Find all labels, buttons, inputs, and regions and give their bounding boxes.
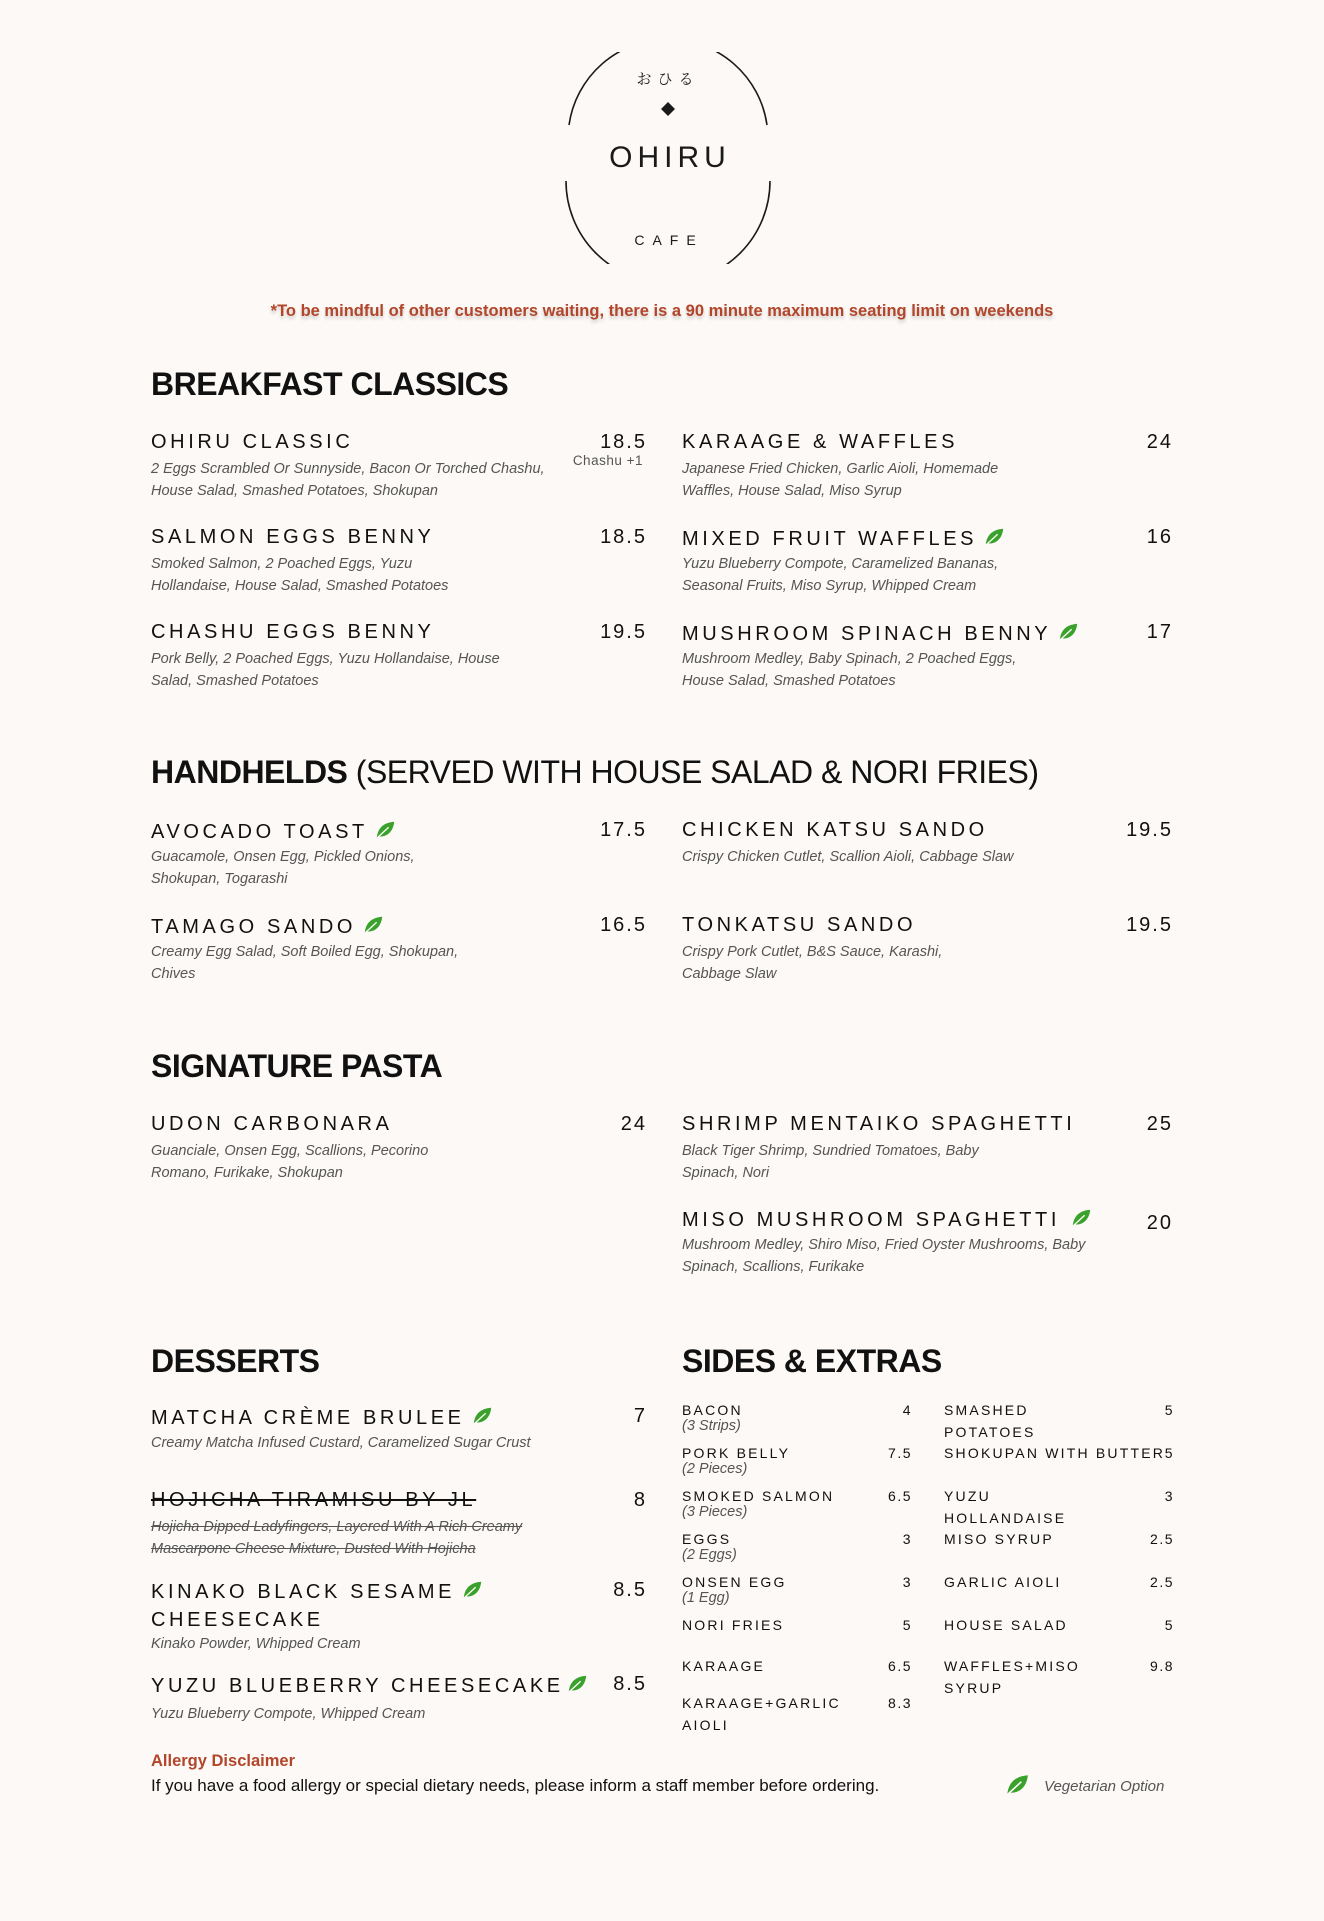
side-price: 5: [1164, 1402, 1174, 1418]
side-price: 3: [902, 1574, 912, 1590]
item-price: 24: [620, 1113, 647, 1135]
item-price: 8: [633, 1489, 647, 1511]
side-name: GARLIC AIOLI: [944, 1574, 1062, 1590]
side-item: [944, 1399, 1174, 1440]
leaf-icon: [566, 1673, 588, 1695]
item-name-text: KINAKO BLACK SESAME: [151, 1581, 456, 1603]
item-name: [151, 819, 396, 843]
item-description: Yuzu Blueberry Compote, Caramelized Bananas, Seasonal Fruits, Miso Syrup, Whipped Cream: [682, 556, 999, 594]
side-price: 6.5: [888, 1658, 912, 1674]
side-item: [944, 1442, 1174, 1466]
item-description: Creamy Matcha Infused Custard, Caramelized Sugar Crust: [151, 1435, 531, 1451]
side-name: KARAAGE+GARLIC AIOLI: [682, 1695, 841, 1733]
section-title-desserts: DESSERTS: [151, 1343, 320, 1379]
leaf-icon: [374, 819, 396, 841]
item-description: Crispy Chicken Cutlet, Scallion Aioli, Cabbage Slaw: [682, 849, 1014, 865]
side-item: [682, 1655, 912, 1679]
side-price: 2.5: [1150, 1574, 1174, 1590]
side-note: (3 Pieces): [682, 1504, 748, 1520]
side-price: 6.5: [888, 1488, 912, 1504]
item-name-text: YUZU BLUEBERRY CHEESECAKE: [151, 1675, 564, 1697]
side-name: SHOKUPAN WITH BUTTER: [944, 1445, 1166, 1461]
side-item: [944, 1655, 1174, 1699]
side-name: HOUSE SALAD: [944, 1617, 1068, 1633]
item-description: Crispy Pork Cutlet, B&S Sauce, Karashi, Cabbage Slaw: [682, 944, 943, 982]
leaf-icon: [1004, 1772, 1030, 1798]
side-price: 5: [1164, 1617, 1174, 1633]
item-name: OHIRU CLASSIC: [151, 431, 354, 453]
item-price: 19.5: [600, 621, 647, 643]
menu-item: [151, 431, 645, 511]
item-name-text: MIXED FRUIT WAFFLES: [682, 528, 978, 550]
item-name: [682, 621, 1079, 645]
section-title-pasta: SIGNATURE PASTA: [151, 1048, 443, 1084]
item-name-line2: CHEESECAKE: [151, 1609, 324, 1631]
side-name: MISO SYRUP: [944, 1531, 1054, 1547]
allergy-text: If you have a food allergy or special dietary needs, please inform a staff member before ordering.: [151, 1776, 880, 1795]
item-description: Kinako Powder, Whipped Cream: [151, 1636, 361, 1652]
menu-item-unavailable: [151, 1489, 645, 1569]
side-item: [944, 1528, 1174, 1552]
item-price: 8.5: [613, 1579, 647, 1601]
item-description: Black Tiger Shrimp, Sundried Tomatoes, Baby Spinach, Nori: [682, 1143, 979, 1181]
cafe-logo: [562, 52, 774, 264]
item-name: HOJICHA TIRAMISU BY JL: [151, 1489, 477, 1511]
item-price: 19.5: [1126, 914, 1173, 936]
item-price: 16.5: [600, 914, 647, 936]
menu-item: [151, 621, 645, 701]
side-item: [682, 1614, 912, 1638]
item-name: UDON CARBONARA: [151, 1113, 393, 1135]
menu-item: [151, 1405, 645, 1485]
item-description: Hojicha Dipped Ladyfingers, Layered With A Rich Creamy Mascarpone Cheese Mixture, Dusted With Hojicha: [151, 1519, 523, 1557]
side-note: (2 Pieces): [682, 1461, 748, 1477]
menu-item: [151, 914, 645, 994]
item-name-text: MATCHA CRÈME BRULEE: [151, 1407, 465, 1429]
legend-label: Vegetarian Option: [1044, 1778, 1165, 1795]
side-name: SMOKED SALMON: [682, 1488, 835, 1504]
side-item: [682, 1399, 912, 1439]
item-description: Guacamole, Onsen Egg, Pickled Onions, Shokupan, Togarashi: [151, 849, 415, 887]
item-price: 24: [1146, 431, 1173, 453]
menu-item: [682, 621, 1173, 701]
leaf-icon: [362, 914, 384, 936]
vegetarian-legend: [1004, 1772, 1164, 1798]
menu-item: [151, 1673, 645, 1753]
side-item: [682, 1571, 912, 1611]
item-description: Guanciale, Onsen Egg, Scallions, Pecorino Romano, Furikake, Shokupan: [151, 1143, 429, 1181]
item-price: 7: [633, 1405, 647, 1427]
item-name: [682, 526, 1005, 550]
diamond-icon: [661, 102, 675, 116]
item-price: 20: [1146, 1212, 1173, 1234]
menu-item: [151, 819, 645, 899]
side-name: BACON: [682, 1402, 743, 1418]
menu-item: [682, 1207, 1173, 1287]
menu-item: [682, 914, 1173, 994]
logo-japanese: おひる: [636, 70, 700, 88]
item-name-text: AVOCADO TOAST: [151, 821, 368, 843]
side-name: NORI FRIES: [682, 1617, 785, 1633]
item-description: Mushroom Medley, Baby Spinach, 2 Poached Eggs, House Salad, Smashed Potatoes: [682, 651, 1017, 689]
leaf-icon: [461, 1579, 483, 1601]
item-price: 17.5: [600, 819, 647, 841]
item-price: 17: [1146, 621, 1173, 643]
item-name: CHICKEN KATSU SANDO: [682, 819, 988, 841]
menu-item: [682, 819, 1173, 899]
menu-item: [682, 431, 1173, 511]
side-name: KARAAGE: [682, 1658, 766, 1674]
item-price: 25: [1146, 1113, 1173, 1135]
logo-name: OHIRU: [609, 141, 731, 174]
section-subtitle: (SERVED WITH HOUSE SALAD & NORI FRIES): [355, 754, 1039, 790]
side-item: [682, 1692, 912, 1736]
item-price: 18.5: [600, 526, 647, 548]
item-price: 8.5: [613, 1673, 647, 1695]
side-price: 9.8: [1150, 1658, 1174, 1674]
side-name: ONSEN EGG: [682, 1574, 787, 1590]
item-price-note: Chashu +1: [572, 453, 643, 468]
leaf-icon: [1057, 621, 1079, 643]
menu-item: [682, 526, 1173, 606]
side-price: 4: [902, 1402, 912, 1418]
side-price: 3: [1164, 1488, 1174, 1504]
menu-item: [682, 1113, 1173, 1193]
item-description: Mushroom Medley, Shiro Miso, Fried Oyster Mushrooms, Baby Spinach, Scallions, Furikake: [682, 1237, 1086, 1275]
side-price: 7.5: [888, 1445, 912, 1461]
item-name: [151, 1579, 483, 1603]
side-item: [944, 1614, 1174, 1638]
item-name-text: TAMAGO SANDO: [151, 916, 357, 938]
menu-item: [151, 1113, 645, 1193]
side-name: WAFFLES+MISO SYRUP: [944, 1658, 1080, 1696]
item-description: 2 Eggs Scrambled Or Sunnyside, Bacon Or Torched Chashu, House Salad, Smashed Potatoes, Shokupan: [151, 461, 545, 499]
item-name-text: MISO MUSHROOM SPAGHETTI: [682, 1209, 1060, 1231]
side-item: [682, 1528, 912, 1568]
side-price: 8.3: [888, 1695, 912, 1711]
allergy-title: Allergy Disclaimer: [151, 1752, 295, 1770]
side-price: 2.5: [1150, 1531, 1174, 1547]
side-note: (1 Egg): [682, 1590, 730, 1606]
item-description: Yuzu Blueberry Compote, Whipped Cream: [151, 1706, 426, 1722]
menu-item: [151, 1579, 647, 1652]
item-price: 18.5: [600, 431, 647, 453]
side-name: SMASHED POTATOES: [944, 1402, 1036, 1440]
section-title-handhelds: [151, 754, 1039, 791]
side-price: 3: [902, 1531, 912, 1547]
side-name: PORK BELLY: [682, 1445, 791, 1461]
side-price: 5: [902, 1617, 912, 1633]
item-name: CHASHU EGGS BENNY: [151, 621, 435, 643]
side-price: 5: [1164, 1445, 1174, 1461]
logo-cafe: CAFE: [634, 232, 704, 248]
item-name: TONKATSU SANDO: [682, 914, 917, 936]
side-item: [944, 1485, 1174, 1526]
item-name: SHRIMP MENTAIKO SPAGHETTI: [682, 1113, 1076, 1135]
side-note: (3 Strips): [682, 1418, 741, 1434]
item-name-text: MUSHROOM SPINACH BENNY: [682, 623, 1052, 645]
item-name: [151, 1405, 493, 1429]
seating-notice: *To be mindful of other customers waiting, there is a 90 minute maximum seating limit on weekends: [270, 302, 1054, 320]
leaf-icon: [471, 1405, 493, 1427]
section-title-sides: SIDES & EXTRAS: [682, 1343, 942, 1379]
section-title-text: HANDHELDS: [151, 754, 356, 790]
item-description: Smoked Salmon, 2 Poached Eggs, Yuzu Hollandaise, House Salad, Smashed Potatoes: [151, 556, 449, 594]
item-description: Creamy Egg Salad, Soft Boiled Egg, Shokupan, Chives: [151, 944, 459, 982]
item-price: 16: [1146, 526, 1173, 548]
item-name: SALMON EGGS BENNY: [151, 526, 435, 548]
item-name: [151, 1673, 588, 1697]
item-price: 19.5: [1126, 819, 1173, 841]
menu-item: [151, 526, 645, 606]
side-item: [682, 1485, 912, 1525]
item-description: Japanese Fried Chicken, Garlic Aioli, Homemade Waffles, House Salad, Miso Syrup: [682, 461, 999, 499]
item-description: Pork Belly, 2 Poached Eggs, Yuzu Hollandaise, House Salad, Smashed Potatoes: [151, 651, 500, 689]
leaf-icon: [983, 526, 1005, 548]
section-title-breakfast: BREAKFAST CLASSICS: [151, 366, 509, 402]
side-name: YUZU HOLLANDAISE: [944, 1488, 1067, 1526]
item-name: [151, 914, 384, 938]
item-name: KARAAGE & WAFFLES: [682, 431, 959, 453]
leaf-icon: [1070, 1207, 1092, 1229]
side-item: [944, 1571, 1174, 1595]
side-name: EGGS: [682, 1531, 732, 1547]
side-note: (2 Eggs): [682, 1547, 737, 1563]
side-item: [682, 1442, 912, 1482]
item-name: [682, 1207, 1092, 1231]
